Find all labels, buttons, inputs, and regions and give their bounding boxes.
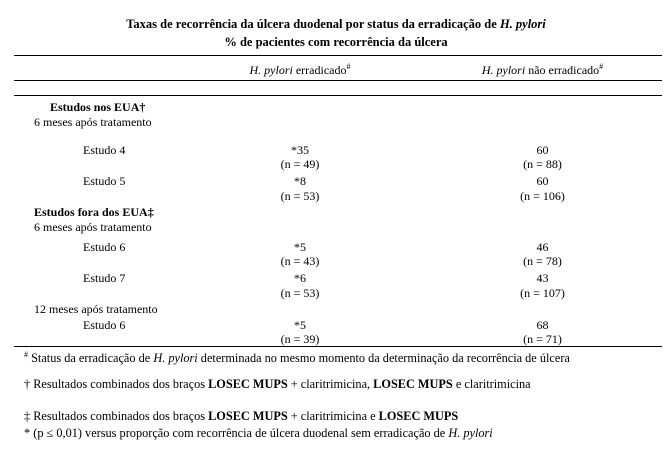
- cell-not-eradicated-value: 60: [536, 174, 549, 188]
- title-text: Taxas de recorrência da úlcera duodenal por status da erradicação de: [126, 17, 497, 31]
- section-outside-title: Estudos fora dos EUA‡: [34, 205, 154, 219]
- row-label: Estudo 6: [83, 318, 126, 332]
- footnote-bold: LOSEC MUPS: [373, 377, 453, 391]
- cell-eradicated-n: (n = 43): [280, 254, 320, 268]
- footnote-italic: H. pylori: [153, 351, 198, 366]
- cell-eradicated-value: *5: [294, 318, 306, 332]
- rule-header-bottom: [14, 80, 662, 81]
- row-label: Estudo 7: [83, 271, 126, 285]
- table-title-line2: % de pacientes com recorrência da úlcera: [224, 35, 448, 49]
- row-label: Estudo 5: [83, 174, 126, 188]
- cell-eradicated-value: *35: [291, 143, 309, 157]
- footnote-dagger: [24, 378, 584, 392]
- cell-eradicated-n: (n = 39): [280, 332, 320, 346]
- footnote-hash-mark: #: [24, 350, 28, 359]
- col2-italic: H. pylori: [481, 63, 526, 77]
- col1-mark: #: [346, 62, 351, 71]
- footnote-text: Status da erradicação de: [28, 351, 154, 366]
- section-usa-period: 6 meses após tratamento: [34, 115, 152, 129]
- column-header-not-eradicated: [470, 62, 615, 78]
- footnote-text: + claritrimicina,: [287, 377, 374, 391]
- column-header-eradicated: [235, 62, 365, 78]
- cell-eradicated-n: (n = 53): [280, 189, 320, 203]
- cell-not-eradicated-value: 60: [536, 143, 549, 157]
- footnote-bold: LOSEC MUPS: [208, 377, 288, 391]
- table-title-line1: [0, 17, 672, 32]
- footnote-italic: H. pylori: [448, 426, 493, 440]
- footnote-text: ‡ Resultados combinados dos braços: [24, 409, 209, 423]
- footnote-text: determinada no mesmo momento da determinação da recorrência de úlcera: [197, 351, 570, 366]
- cell-eradicated-value: *5: [294, 240, 306, 254]
- col2-text: não erradicado: [525, 63, 600, 77]
- rule-top: [14, 55, 662, 56]
- col2-mark: #: [599, 62, 604, 71]
- cell-eradicated-n: (n = 53): [280, 286, 320, 300]
- row-label: Estudo 4: [83, 143, 126, 157]
- footnote-hash: [24, 348, 584, 366]
- cell-not-eradicated-value: 46: [536, 240, 549, 254]
- footnote-asterisk: [24, 427, 584, 441]
- row-label: Estudo 6: [83, 240, 126, 254]
- rule-bottom: [14, 346, 662, 347]
- footnote-text: † Resultados combinados dos braços: [24, 377, 209, 391]
- footnote-bold: LOSEC MUPS: [378, 409, 459, 423]
- cell-not-eradicated-n: (n = 107): [520, 286, 565, 300]
- cell-not-eradicated-n: (n = 88): [523, 157, 562, 171]
- footnote-bold: LOSEC MUPS: [208, 409, 288, 423]
- cell-not-eradicated-n: (n = 106): [520, 189, 565, 203]
- footnote-text: + claritrimicina e: [287, 409, 379, 423]
- cell-not-eradicated-value: 68: [536, 318, 549, 332]
- cell-eradicated-value: *6: [294, 271, 306, 285]
- section-usa-title: Estudos nos EUA†: [50, 100, 146, 114]
- footnote-double-dagger: [24, 410, 584, 424]
- col1-text: erradicado: [292, 63, 347, 77]
- title-italic: H. pylori: [499, 17, 546, 31]
- cell-eradicated-n: (n = 49): [280, 157, 320, 171]
- footnote-text: e claritrimicina: [452, 377, 531, 391]
- cell-not-eradicated-n: (n = 71): [523, 332, 562, 346]
- col1-italic: H. pylori: [249, 63, 293, 77]
- cell-not-eradicated-value: 43: [536, 271, 549, 285]
- cell-eradicated-value: *8: [294, 174, 306, 188]
- section-outside-period-12m: 12 meses após tratamento: [34, 302, 158, 316]
- footnote-text: * (p ≤ 0,01) versus proporção com recorrência de úlcera duodenal sem erradicação de: [24, 426, 449, 440]
- cell-not-eradicated-n: (n = 78): [523, 254, 562, 268]
- section-outside-period: 6 meses após tratamento: [34, 220, 152, 234]
- rule-header-bottom-2: [14, 95, 662, 96]
